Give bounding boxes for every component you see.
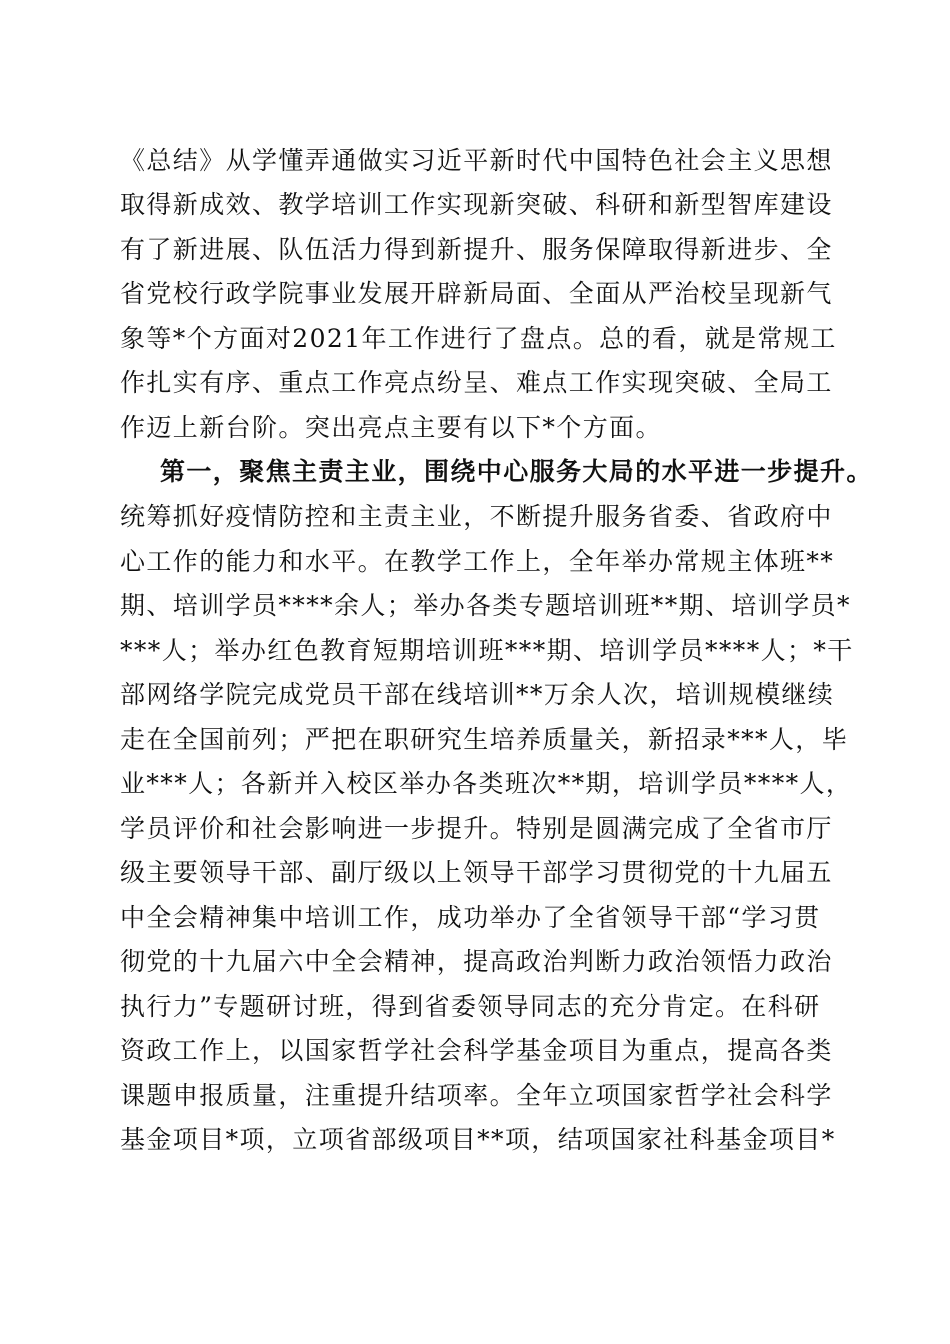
paragraph-2-line-2: 心工作的能力和水平。在教学工作上，全年举办常规主体班** xyxy=(120,547,835,576)
paragraph-2-line-15: 基金项目*项，立项省部级项目**项，结项国家社科基金项目* xyxy=(120,1125,836,1154)
paragraph-2-line-6: 走在全国前列；严把在职研究生培养质量关，新招录***人，毕 xyxy=(120,725,849,754)
paragraph-1-line-6: 作扎实有序、重点工作亮点纷呈、难点工作实现突破、全局工 xyxy=(120,368,833,397)
paragraph-1-line-1: 《总结》从学懂弄通做实习近平新时代中国特色社会主义思想 xyxy=(120,146,833,175)
paragraph-2-line-13: 资政工作上，以国家哲学社会科学基金项目为重点，提高各类 xyxy=(120,1036,833,1065)
paragraph-2-line-5: 部网络学院完成党员干部在线培训**万余人次，培训规模继续 xyxy=(120,680,835,709)
paragraph-2-line-12: 执行力”专题研讨班，得到省委领导同志的充分肯定。在科研 xyxy=(120,992,821,1021)
section-heading-first: 第一，聚焦主责主业，围绕中心服务大局的水平进一步提升。 xyxy=(160,457,873,486)
paragraph-1-line-5: 象等*个方面对2021年工作进行了盘点。总的看，就是常规工 xyxy=(120,324,837,353)
paragraph-2-line-4: ***人；举办红色教育短期培训班***期、培训学员****人；*干 xyxy=(120,636,854,665)
paragraph-1-line-7: 作迈上新台阶。突出亮点主要有以下*个方面。 xyxy=(120,413,662,442)
paragraph-2-line-8: 学员评价和社会影响进一步提升。特别是圆满完成了全省市厅 xyxy=(120,814,833,843)
paragraph-2-line-7: 业***人；各新并入校区举办各类班次**期，培训学员****人， xyxy=(120,769,853,798)
paragraph-2-line-10: 中全会精神集中培训工作，成功举办了全省领导干部“学习贯 xyxy=(120,903,821,932)
paragraph-2-line-11: 彻党的十九届六中全会精神，提高政治判断力政治领悟力政治 xyxy=(120,947,833,976)
paragraph-2-line-1: 统筹抓好疫情防控和主责主业，不断提升服务省委、省政府中 xyxy=(120,502,833,531)
paragraph-2-line-14: 课题申报质量，注重提升结项率。全年立项国家哲学社会科学 xyxy=(120,1081,833,1110)
paragraph-1-line-3: 有了新进展、队伍活力得到新提升、服务保障取得新进步、全 xyxy=(120,235,833,264)
paragraph-2-line-9: 级主要领导干部、副厅级以上领导干部学习贯彻党的十九届五 xyxy=(120,858,833,887)
paragraph-2-line-3: 期、培训学员****余人；举办各类专题培训班**期、培训学员* xyxy=(120,591,851,620)
paragraph-1-line-2: 取得新成效、教学培训工作实现新突破、科研和新型智库建设 xyxy=(120,190,833,219)
paragraph-1-line-4: 省党校行政学院事业发展开辟新局面、全面从严治校呈现新气 xyxy=(120,279,833,308)
